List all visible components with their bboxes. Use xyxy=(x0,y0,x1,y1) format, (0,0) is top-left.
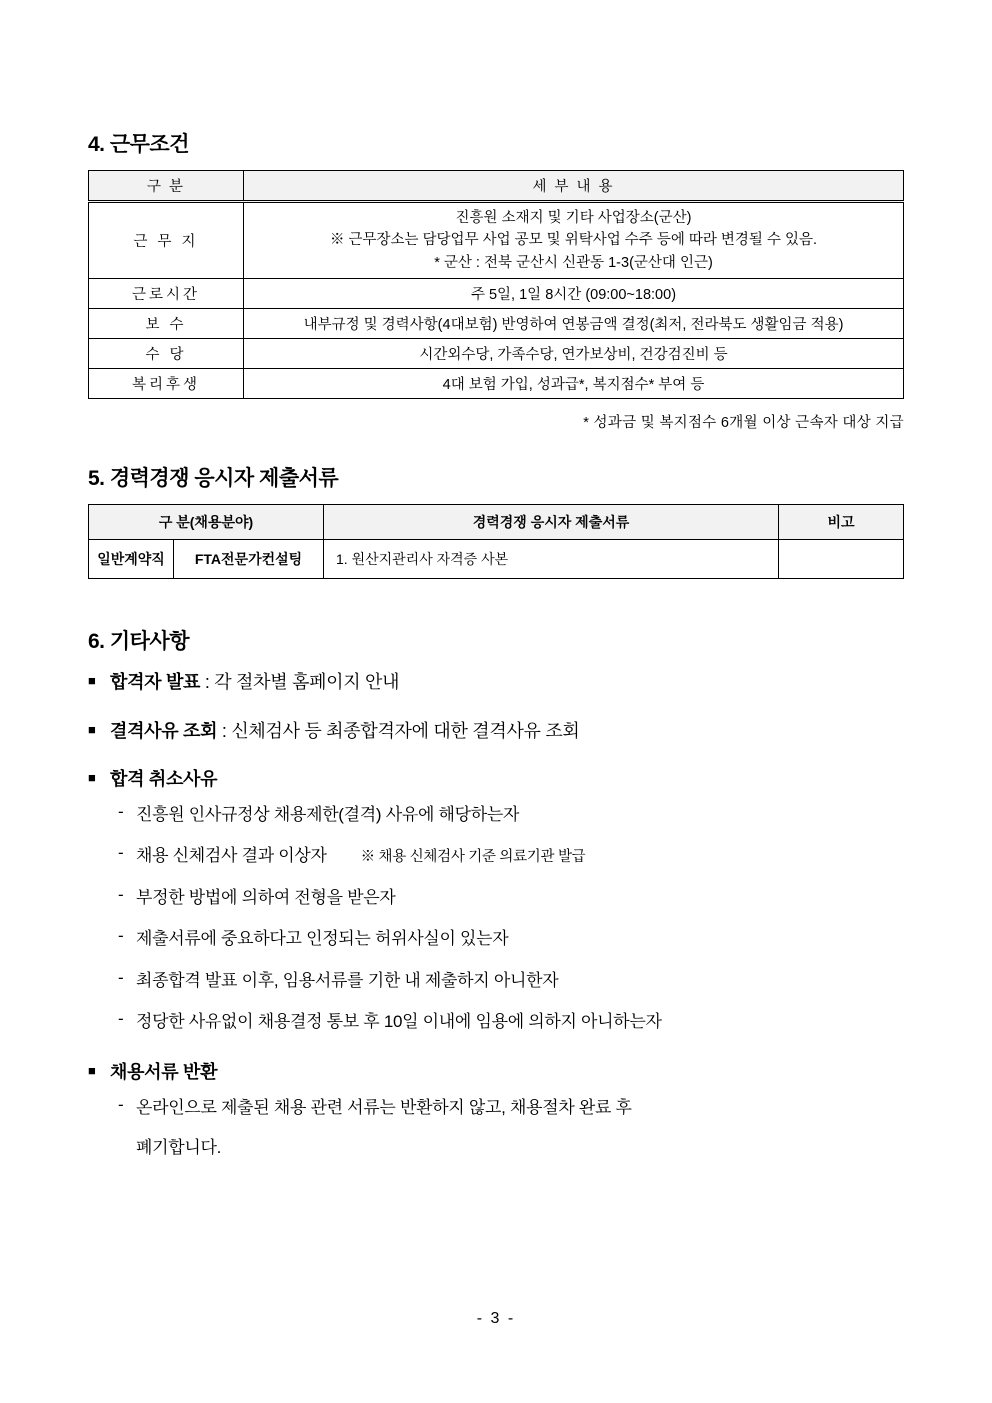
cancellation-reasons-list xyxy=(118,802,904,1035)
header-cell-details: 세 부 내 용 xyxy=(244,171,904,202)
dash-bullet-icon: - xyxy=(118,1095,124,1115)
row-label-benefits: 복리후생 xyxy=(89,369,244,399)
list-item xyxy=(88,766,904,792)
bullet-text xyxy=(110,669,904,695)
sub-item-line-1: 온라인으로 제출된 채용 관련 서류는 반환하지 않고, 채용절차 완료 후 xyxy=(136,1098,632,1118)
header-cell-remark: 비고 xyxy=(779,505,904,540)
table-row xyxy=(89,309,904,339)
bullet-lead: 합격자 발표 xyxy=(110,672,201,693)
row-value-allowance: 시간외수당, 가족수당, 연가보상비, 건강검진비 등 xyxy=(244,339,904,369)
cell-job-field: FTA전문가컨설팅 xyxy=(174,540,324,579)
sub-item-text: 진흥원 인사규정상 채용제한(결격) 사유에 해당하는자 xyxy=(136,804,520,824)
working-conditions-table xyxy=(88,170,904,399)
row-value-benefits: 4대 보험 가입, 성과급*, 복지점수* 부여 등 xyxy=(244,369,904,399)
list-item xyxy=(118,885,904,911)
bullet-text xyxy=(110,718,904,744)
page-number: - 3 - xyxy=(476,1310,516,1327)
row-value-pay: 내부규정 및 경력사항(4대보험) 반영하여 연봉금액 결정(최저, 전라북도 생활임금 적용) xyxy=(244,309,904,339)
section-5-title xyxy=(88,462,904,492)
required-documents-table xyxy=(88,504,904,579)
sub-item-annotation: ※ 채용 신체검사 기준 의료기관 발급 xyxy=(360,849,586,866)
section-4-number: 4. xyxy=(88,133,105,156)
table-header-row xyxy=(89,505,904,540)
table-header-row xyxy=(89,171,904,202)
bullet-rest: : 신체검사 등 최종합격자에 대한 결격사유 조회 xyxy=(217,720,580,741)
row-value-workplace xyxy=(244,202,904,279)
list-item xyxy=(118,968,904,994)
sub-item-line-2: 폐기합니다. xyxy=(136,1137,222,1157)
list-item xyxy=(118,1009,904,1035)
list-item xyxy=(118,1095,904,1160)
dash-bullet-icon: - xyxy=(118,967,124,987)
list-item xyxy=(88,669,904,695)
square-bullet-icon: ■ xyxy=(88,769,96,785)
cell-remark xyxy=(779,540,904,579)
sub-item-main: 채용 신체검사 결과 이상자 xyxy=(136,846,327,866)
sub-item-text xyxy=(136,1095,904,1160)
header-cell-category: 구 분 xyxy=(89,171,244,202)
sub-item-text: 제출서류에 중요하다고 인정되는 허위사실이 있는자 xyxy=(136,929,509,949)
other-matters-list xyxy=(88,669,904,1160)
section-4-title xyxy=(88,128,904,158)
section-working-conditions xyxy=(88,128,904,432)
bullet-rest: : 각 절차별 홈페이지 안내 xyxy=(200,672,400,693)
row-label-workplace: 근 무 지 xyxy=(89,202,244,279)
bullet-lead: 합격 취소사유 xyxy=(110,768,218,789)
list-item xyxy=(118,802,904,828)
sub-item-text: 최종합격 발표 이후, 임용서류를 기한 내 제출하지 아니한자 xyxy=(136,970,559,990)
list-item xyxy=(88,718,904,744)
workplace-line-1: 진흥원 소재지 및 기타 사업장소(군산) xyxy=(455,210,692,226)
bullet-lead: 채용서류 반환 xyxy=(110,1061,218,1082)
section-5-number: 5. xyxy=(88,467,105,491)
bullet-lead: 결격사유 조회 xyxy=(110,720,218,741)
header-cell-category-field: 구 분(채용분야) xyxy=(89,505,324,540)
section-other-matters xyxy=(88,625,904,1160)
working-conditions-note: * 성과금 및 복지점수 6개월 이상 근속자 대상 지급 xyxy=(583,415,904,432)
square-bullet-icon: ■ xyxy=(88,1062,96,1078)
section-required-documents xyxy=(88,462,904,579)
section-6-heading: 기타사항 xyxy=(109,630,190,654)
section-6-title xyxy=(88,625,904,655)
bullet-text xyxy=(110,766,904,792)
list-item xyxy=(88,1059,904,1085)
sub-item-text xyxy=(136,843,904,869)
square-bullet-icon: ■ xyxy=(88,721,96,737)
sub-item-text: 부정한 방법에 의하여 전형을 받은자 xyxy=(136,887,396,907)
sub-item-text: 정당한 사유없이 채용결정 통보 후 10일 이내에 임용에 의하지 아니하는자 xyxy=(136,1012,662,1032)
table-row xyxy=(89,202,904,279)
row-label-allowance: 수 당 xyxy=(89,339,244,369)
dash-bullet-icon: - xyxy=(118,843,124,863)
workplace-line-2: ※ 근무장소는 담당업무 사업 공모 및 위탁사업 수주 등에 따라 변경될 수 있음. xyxy=(329,232,818,249)
workplace-line-3: * 군산 : 전북 군산시 신관동 1-3(군산대 인근) xyxy=(434,254,713,271)
cell-documents: 1. 원산지관리사 자격증 사본 xyxy=(324,540,779,579)
section-5-heading: 경력경쟁 응시자 제출서류 xyxy=(109,467,339,491)
section-4-heading: 근무조건 xyxy=(109,133,190,156)
bullet-text xyxy=(110,1059,904,1085)
row-label-hours: 근로시간 xyxy=(89,279,244,309)
section-6-number: 6. xyxy=(88,630,105,654)
dash-bullet-icon: - xyxy=(118,884,124,904)
dash-bullet-icon: - xyxy=(118,801,124,821)
row-value-hours: 주 5일, 1일 8시간 (09:00~18:00) xyxy=(244,279,904,309)
table-row xyxy=(89,540,904,579)
row-label-pay: 보 수 xyxy=(89,309,244,339)
square-bullet-icon: ■ xyxy=(88,673,96,689)
table-row xyxy=(89,279,904,309)
dash-bullet-icon: - xyxy=(118,1009,124,1029)
table-row xyxy=(89,369,904,399)
page-content xyxy=(88,128,904,1176)
page-footer xyxy=(0,1310,992,1328)
cell-employment-type: 일반계약직 xyxy=(89,540,174,579)
table-row xyxy=(89,339,904,369)
document-return-list xyxy=(118,1095,904,1160)
dash-bullet-icon: - xyxy=(118,926,124,946)
header-cell-documents: 경력경쟁 응시자 제출서류 xyxy=(324,505,779,540)
list-item xyxy=(118,926,904,952)
list-item xyxy=(118,843,904,869)
